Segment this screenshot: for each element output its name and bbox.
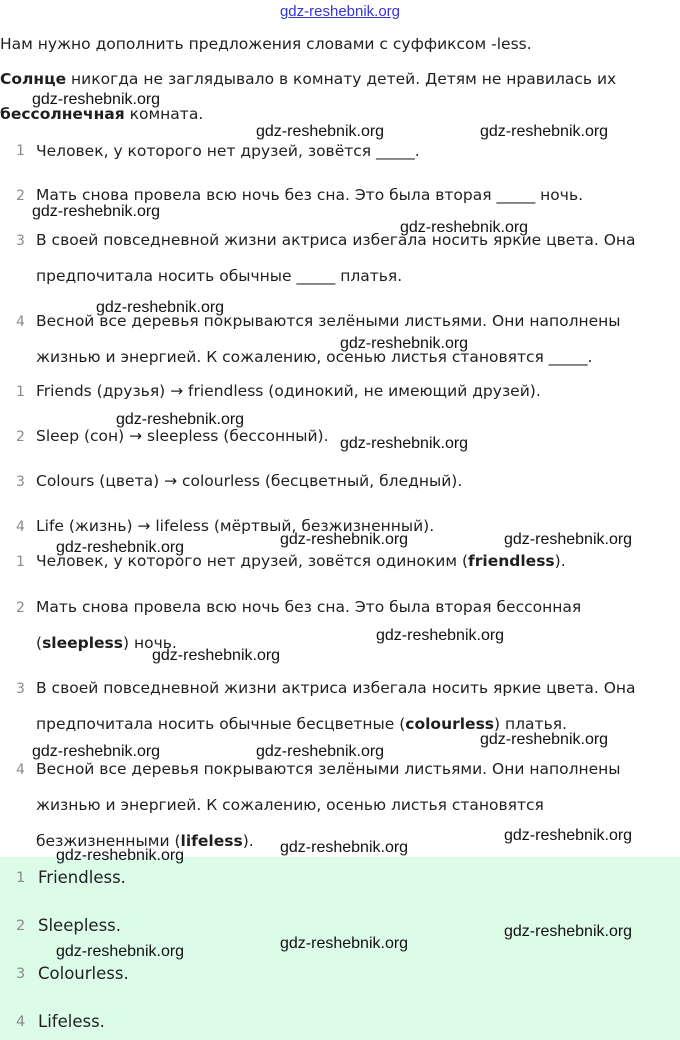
answer-text: Lifeless. [38, 1012, 105, 1031]
site-header-link[interactable]: gdz-reshebnik.org [279, 3, 401, 20]
answer-number: 4 [16, 1014, 26, 1030]
task-text: предпочитала носить обычные _____ платья. [36, 267, 403, 285]
filled-text-post: ). [242, 832, 254, 850]
example-line-1 [0, 70, 616, 88]
example-rest-1: никогда не заглядывало в комнату детей. Детям не нравилась их [66, 70, 617, 88]
watermark: gdz-reshebnik.org [56, 847, 185, 864]
derivation-text: Friends (друзья) → friendless (одинокий, не имеющий друзей). [36, 382, 541, 400]
intro-text: Нам нужно дополнить предложения словами с суффиксом -less. [0, 35, 532, 53]
watermark: gdz-reshebnik.org [480, 731, 609, 748]
watermark: gdz-reshebnik.org [280, 839, 409, 856]
derivation-number: 4 [16, 519, 25, 535]
filled-text-post: ) ночь. [123, 634, 177, 652]
filled-text-post: ) платья. [494, 715, 567, 733]
filled-text-pre: предпочитала носить обычные бесцветные ( [36, 715, 406, 733]
watermark: gdz-reshebnik.org [280, 935, 409, 952]
filled-text-pre: ( [36, 634, 43, 652]
derivation-number: 2 [16, 429, 25, 445]
filled-sentence-text: Весной все деревья покрываются зелёными листьями. Они наполнены [36, 760, 621, 778]
example-bold-1: Солнце [0, 70, 67, 88]
answer-number: 3 [16, 966, 26, 982]
filled-text-pre: безжизненными ( [36, 832, 181, 850]
task-text: Человек, у которого нет друзей, зовётся _____. [36, 142, 420, 160]
filled-sentence-number: 1 [16, 554, 25, 570]
derivation-text: Life (жизнь) → lifeless (мёртвый, безжизненный). [36, 517, 435, 535]
watermark: gdz-reshebnik.org [280, 531, 409, 548]
watermark: gdz-reshebnik.org [480, 123, 609, 140]
derivation-number: 1 [16, 384, 25, 400]
watermark: gdz-reshebnik.org [504, 827, 633, 844]
answer-text: Friendless. [38, 868, 126, 887]
watermark: gdz-reshebnik.org [504, 531, 633, 548]
filled-sentence-text: Мать снова провела всю ночь без сна. Это была вторая бессонная [36, 598, 582, 616]
watermark: gdz-reshebnik.org [256, 123, 385, 140]
watermark: gdz-reshebnik.org [504, 923, 633, 940]
watermark: gdz-reshebnik.org [256, 743, 385, 760]
watermark: gdz-reshebnik.org [340, 335, 469, 352]
watermark: gdz-reshebnik.org [400, 219, 529, 236]
filled-text-pre: Человек, у которого нет друзей, зовётся одиноким ( [36, 552, 469, 570]
task-number: 3 [16, 233, 25, 249]
filled-sentence-number: 2 [16, 600, 25, 616]
filled-word: friendless [468, 552, 555, 570]
task-number: 4 [16, 314, 25, 330]
derivation-text: Colours (цвета) → colourless (бесцветный, бледный). [36, 472, 463, 490]
filled-sentence-number: 3 [16, 681, 25, 697]
watermark: gdz-reshebnik.org [56, 539, 185, 556]
watermark: gdz-reshebnik.org [32, 91, 161, 108]
answer-number: 2 [16, 918, 26, 934]
watermark: gdz-reshebnik.org [32, 743, 161, 760]
watermark: gdz-reshebnik.org [152, 647, 281, 664]
task-text: Мать снова провела всю ночь без сна. Это была вторая _____ ночь. [36, 186, 584, 204]
example-bold-2: бессолнечная [0, 105, 125, 123]
derivation-text: Sleep (сон) → sleepless (бессонный). [36, 427, 329, 445]
filled-sentence-number: 4 [16, 762, 25, 778]
watermark: gdz-reshebnik.org [32, 203, 161, 220]
example-rest-2: комната. [124, 105, 204, 123]
filled-sentence-text: В своей повседневной жизни актриса избегала носить яркие цвета. Она [36, 679, 636, 697]
derivation-number: 3 [16, 474, 25, 490]
answer-number: 1 [16, 870, 26, 886]
watermark: gdz-reshebnik.org [376, 627, 505, 644]
filled-text-post: ). [554, 552, 566, 570]
watermark: gdz-reshebnik.org [96, 299, 225, 316]
filled-word: colourless [405, 715, 495, 733]
task-number: 1 [16, 143, 25, 159]
watermark: gdz-reshebnik.org [56, 943, 185, 960]
watermark: gdz-reshebnik.org [340, 435, 469, 452]
task-text: Весной все деревья покрываются зелёными листьями. Они наполнены [36, 312, 621, 330]
filled-word: sleepless [42, 634, 123, 652]
answer-text: Sleepless. [38, 916, 122, 935]
watermark: gdz-reshebnik.org [116, 411, 245, 428]
task-text: жизнью и энергией. К сожалению, осенью листья становятся _____. [36, 348, 593, 366]
filled-word: lifeless [180, 832, 243, 850]
filled-sentence-text: жизнью и энергией. К сожалению, осенью листья становятся [36, 796, 544, 814]
answer-text: Colourless. [38, 964, 129, 983]
task-number: 2 [16, 188, 25, 204]
task-text: В своей повседневной жизни актриса избегала носить яркие цвета. Она [36, 231, 636, 249]
